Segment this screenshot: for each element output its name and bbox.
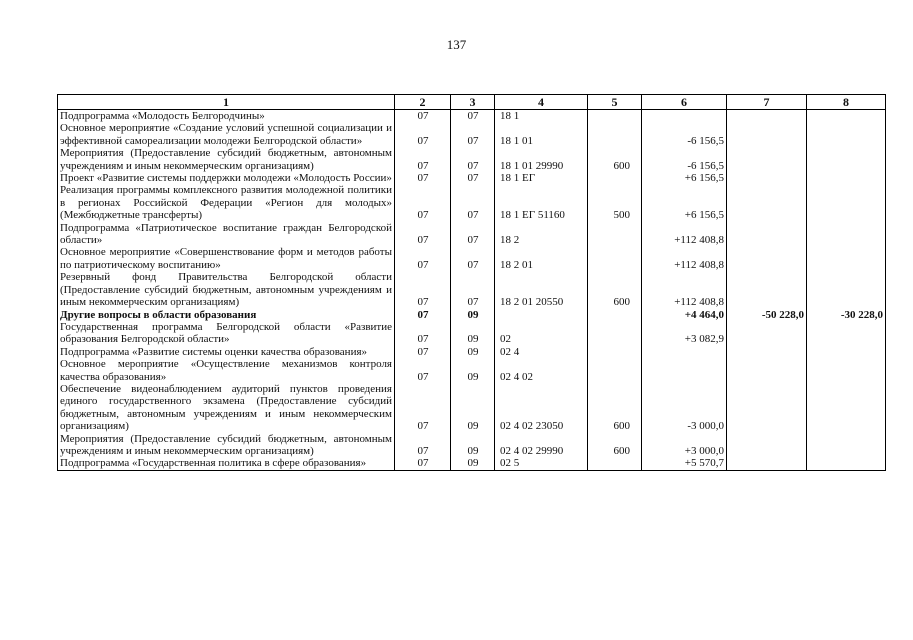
subsection-cell: 09 [451,321,495,346]
target-article-cell: 02 4 02 [495,358,588,383]
target-article-cell: 18 1 01 [495,122,588,147]
amount-3-cell [807,433,886,458]
amount-2-cell [727,184,807,221]
target-article-cell: 18 1 ЕГ [495,172,588,184]
expense-type-cell: 600 [588,147,642,172]
item-name-cell: Реализация программы комплексного развития молодежной политики в регионах Российской Федерации «Регион для молодых» (Межбюджетные трансферты) [58,184,395,221]
amount-2-cell: -50 228,0 [727,309,807,321]
subsection-cell: 09 [451,346,495,358]
subsection-cell: 07 [451,147,495,172]
budget-table [57,94,886,471]
amount-3-cell [807,246,886,271]
target-article-cell: 18 2 01 [495,246,588,271]
table-row [58,172,886,184]
expense-type-cell [588,222,642,247]
amount-cell [642,358,727,383]
item-name-cell: Мероприятия (Предоставление субсидий бюджетным, автономным учреждениям и иным некоммерческим организациям) [58,433,395,458]
amount-2-cell [727,346,807,358]
expense-type-cell [588,246,642,271]
table-row [58,122,886,147]
amount-cell [642,346,727,358]
amount-cell: -3 000,0 [642,383,727,433]
target-article-cell: 18 2 [495,222,588,247]
amount-3-cell [807,147,886,172]
table-row [58,346,886,358]
item-name-cell: Государственная программа Белгородской области «Развитие образования Белгородской области» [58,321,395,346]
amount-3-cell [807,222,886,247]
amount-cell [642,110,727,123]
table-row [58,246,886,271]
section-cell: 07 [395,222,451,247]
target-article-cell: 02 4 [495,346,588,358]
amount-cell: +4 464,0 [642,309,727,321]
section-cell: 07 [395,457,451,470]
subsection-cell: 07 [451,184,495,221]
amount-2-cell [727,433,807,458]
table-row [58,457,886,470]
item-name-cell: Основное мероприятие «Создание условий успешной социализации и эффективной самореализации молодежи Белгородской области» [58,122,395,147]
target-article-cell: 18 1 01 29990 [495,147,588,172]
section-cell: 07 [395,246,451,271]
amount-3-cell: -30 228,0 [807,309,886,321]
item-name-cell: Проект «Развитие системы поддержки молодежи «Молодость России» [58,172,395,184]
amount-2-cell [727,246,807,271]
expense-type-cell [588,346,642,358]
amount-2-cell [727,321,807,346]
subsection-cell: 07 [451,246,495,271]
expense-type-cell [588,110,642,123]
expense-type-cell: 600 [588,383,642,433]
amount-3-cell [807,383,886,433]
amount-cell: +3 000,0 [642,433,727,458]
amount-cell: +5 570,7 [642,457,727,470]
table-body [58,110,886,471]
amount-3-cell [807,110,886,123]
amount-3-cell [807,271,886,308]
target-article-cell: 02 4 02 29990 [495,433,588,458]
amount-3-cell [807,184,886,221]
section-cell: 07 [395,184,451,221]
section-cell: 07 [395,309,451,321]
subsection-cell: 07 [451,122,495,147]
target-article-cell: 02 4 02 23050 [495,383,588,433]
subsection-cell: 09 [451,433,495,458]
amount-2-cell [727,271,807,308]
section-cell: 07 [395,358,451,383]
section-cell: 07 [395,383,451,433]
expense-type-cell [588,457,642,470]
column-header-6: 6 [642,95,727,110]
target-article-cell: 02 5 [495,457,588,470]
subsection-cell: 09 [451,358,495,383]
item-name-cell: Подпрограмма «Патриотическое воспитание граждан Белгородской области» [58,222,395,247]
column-header-4: 4 [495,95,588,110]
target-article-cell: 18 1 ЕГ 51160 [495,184,588,221]
table-header-row [58,95,886,110]
item-name-cell: Обеспечение видеонаблюдением аудиторий пунктов проведения единого государственного экзамена (Предоставление субсидий бюджетным, автономным учреждениям и иным некоммерческим организациям) [58,383,395,433]
expense-type-cell [588,358,642,383]
amount-2-cell [727,122,807,147]
table-row [58,321,886,346]
item-name-cell: Другие вопросы в области образования [58,309,395,321]
amount-3-cell [807,122,886,147]
amount-2-cell [727,383,807,433]
amount-3-cell [807,321,886,346]
item-name-cell: Основное мероприятие «Осуществление механизмов контроля качества образования» [58,358,395,383]
amount-cell: +112 408,8 [642,246,727,271]
page-number: 137 [446,37,467,52]
column-header-5: 5 [588,95,642,110]
item-name-cell: Подпрограмма «Молодость Белгородчины» [58,110,395,123]
amount-2-cell [727,457,807,470]
expense-type-cell [588,122,642,147]
subsection-cell: 09 [451,457,495,470]
subsection-cell: 07 [451,110,495,123]
table-row [58,184,886,221]
column-header-7: 7 [727,95,807,110]
amount-3-cell [807,457,886,470]
table-row [58,358,886,383]
amount-cell: -6 156,5 [642,147,727,172]
amount-2-cell [727,358,807,383]
expense-type-cell [588,309,642,321]
section-cell: 07 [395,433,451,458]
amount-cell: +3 082,9 [642,321,727,346]
column-header-2: 2 [395,95,451,110]
item-name-cell: Мероприятия (Предоставление субсидий бюджетным, автономным учреждениям и иным некоммерческим организациям) [58,147,395,172]
expense-type-cell [588,321,642,346]
column-header-1: 1 [58,95,395,110]
subsection-cell: 07 [451,271,495,308]
expense-type-cell: 600 [588,433,642,458]
amount-cell: +6 156,5 [642,184,727,221]
table-row [58,309,886,321]
amount-2-cell [727,222,807,247]
table-row [58,222,886,247]
section-cell: 07 [395,271,451,308]
expense-type-cell: 600 [588,271,642,308]
amount-2-cell [727,147,807,172]
amount-cell: +112 408,8 [642,271,727,308]
section-cell: 07 [395,122,451,147]
target-article-cell: 18 2 01 20550 [495,271,588,308]
column-header-3: 3 [451,95,495,110]
amount-2-cell [727,172,807,184]
item-name-cell: Подпрограмма «Государственная политика в сфере образования» [58,457,395,470]
amount-3-cell [807,346,886,358]
target-article-cell [495,309,588,321]
amount-cell: +112 408,8 [642,222,727,247]
item-name-cell: Основное мероприятие «Совершенствование форм и методов работы по патриотическому воспитанию» [58,246,395,271]
amount-2-cell [727,110,807,123]
section-cell: 07 [395,321,451,346]
section-cell: 07 [395,147,451,172]
amount-3-cell [807,172,886,184]
target-article-cell: 18 1 [495,110,588,123]
amount-cell: +6 156,5 [642,172,727,184]
target-article-cell: 02 [495,321,588,346]
section-cell: 07 [395,110,451,123]
section-cell: 07 [395,346,451,358]
amount-3-cell [807,358,886,383]
table-row [58,271,886,308]
amount-cell: -6 156,5 [642,122,727,147]
subsection-cell: 07 [451,172,495,184]
table-row [58,110,886,123]
subsection-cell: 09 [451,309,495,321]
table-row [58,433,886,458]
column-header-8: 8 [807,95,886,110]
item-name-cell: Резервный фонд Правительства Белгородской области (Предоставление субсидий бюджетным, автономным учреждениям и иным некоммерческим организациям) [58,271,395,308]
subsection-cell: 07 [451,222,495,247]
item-name-cell: Подпрограмма «Развитие системы оценки качества образования» [58,346,395,358]
section-cell: 07 [395,172,451,184]
table-row [58,383,886,433]
table-row [58,147,886,172]
expense-type-cell [588,172,642,184]
subsection-cell: 09 [451,383,495,433]
expense-type-cell: 500 [588,184,642,221]
